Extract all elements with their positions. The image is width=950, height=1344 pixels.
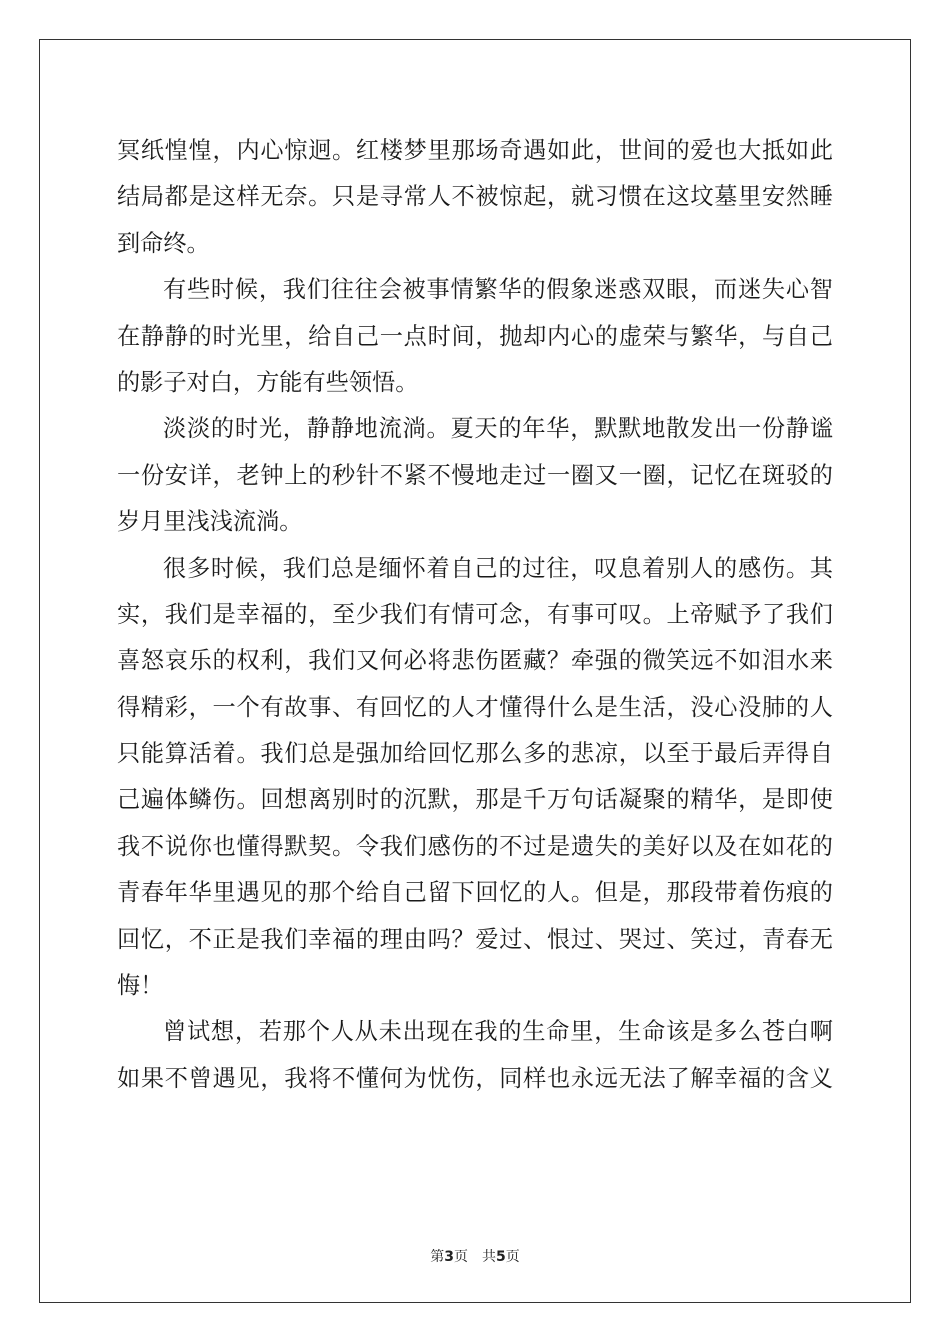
text-line: 有些时候，我们往往会被事情繁华的假象迷惑双眼，而迷失心智 xyxy=(163,276,833,304)
text-line: 一份安详，老钟上的秒针不紧不慢地走过一圈又一圈，记忆在斑驳的 xyxy=(117,461,833,489)
text-line: 只能算活着。我们总是强加给回忆那么多的悲凉，以至于最后弄得自 xyxy=(117,740,833,768)
text-line: 我不说你也懂得默契。令我们感伤的不过是遗失的美好以及在如花的 xyxy=(117,832,833,860)
total-pages: 5 xyxy=(496,1249,506,1265)
page-suffix: 页 xyxy=(505,1249,520,1265)
text-line: 到命终。 xyxy=(117,229,210,257)
text-line: 冥纸惶惶，内心惊迥。红楼梦里那场奇遇如此，世间的爱也大抵如此 xyxy=(117,137,833,164)
text-line: 岁月里浅浅流淌。 xyxy=(117,508,303,536)
document-body xyxy=(117,128,833,1102)
text-line: 曾试想，若那个人从未出现在我的生命里，生命该是多么苍白啊 xyxy=(163,1018,833,1046)
text-line: 己遍体鳞伤。回想离别时的沉默，那是千万句话凝聚的精华，是即使 xyxy=(117,786,833,814)
page-mid: 页 共 xyxy=(454,1249,496,1265)
text-line: 很多时候，我们总是缅怀着自己的过往，叹息着别人的感伤。其 xyxy=(163,554,833,582)
text-line: 淡淡的时光，静静地流淌。夏天的年华，默默地散发出一份静谧 xyxy=(163,415,833,443)
text-line: 青春年华里遇见的那个给自己留下回忆的人。但是，那段带着伤痕的 xyxy=(117,879,833,907)
text-line: 得精彩，一个有故事、有回忆的人才懂得什么是生活，没心没肺的人 xyxy=(117,693,833,721)
text-line: 喜怒哀乐的权利，我们又何必将悲伤匿藏？牵强的微笑远不如泪水来 xyxy=(117,647,833,675)
text-line: 悔！ xyxy=(117,972,164,1000)
text-line: 如果不曾遇见，我将不懂何为忧伤，同样也永远无法了解幸福的含义 xyxy=(117,1064,833,1092)
text-line: 的影子对白，方能有些领悟。 xyxy=(117,368,419,396)
page-number xyxy=(0,1246,950,1266)
text-line: 实，我们是幸福的，至少我们有情可念，有事可叹。上帝赋予了我们 xyxy=(117,600,833,628)
text-line: 在静静的时光里，给自己一点时间，抛却内心的虚荣与繁华，与自己 xyxy=(117,322,833,350)
text-line: 回忆，不正是我们幸福的理由吗？爱过、恨过、哭过、笑过，青春无 xyxy=(117,925,833,953)
text-line: 结局都是这样无奈。只是寻常人不被惊起，就习惯在这坟墓里安然睡 xyxy=(117,183,833,211)
page-prefix: 第 xyxy=(430,1249,445,1265)
current-page: 3 xyxy=(444,1249,454,1265)
